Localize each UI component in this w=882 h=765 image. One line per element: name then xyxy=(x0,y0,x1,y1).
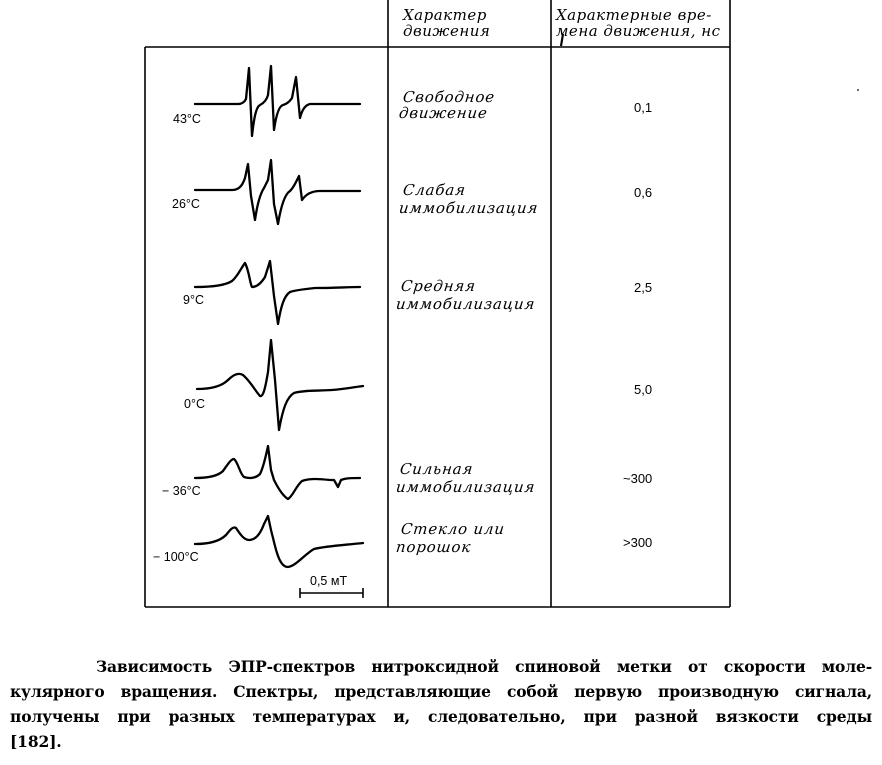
scale-bar xyxy=(300,588,363,598)
header-motion-line1: Характер xyxy=(403,6,487,24)
motion-time-value: 0,1 xyxy=(634,100,653,115)
temperature-label: 26°C xyxy=(172,197,200,211)
motion-label: Средняя xyxy=(400,277,477,295)
motion-label: иммобилизация xyxy=(398,199,540,217)
temperature-label: − 36°C xyxy=(162,484,201,498)
motion-label: Стекло или xyxy=(400,520,506,538)
motion-time-value: >300 xyxy=(623,535,653,550)
temperature-label: − 100°C xyxy=(153,550,199,564)
motion-label: порошок xyxy=(395,538,473,556)
epr-spectra xyxy=(195,66,363,567)
header-time-line1: Характерные вре- xyxy=(556,6,712,24)
motion-label: Свободное xyxy=(402,88,496,106)
spectrum-43c xyxy=(195,66,360,136)
spectrum-0c xyxy=(197,340,363,430)
motion-label: Слабая xyxy=(402,181,467,199)
spectrum-9c xyxy=(195,261,360,324)
caption-line: [182]. xyxy=(10,732,62,751)
motion-time-value: 0,6 xyxy=(634,185,653,200)
temperature-label: 0°C xyxy=(184,397,205,411)
temperature-label: 43°C xyxy=(173,112,201,126)
motion-label: движение xyxy=(398,104,489,122)
motion-label: Сильная xyxy=(399,460,475,478)
figure-caption xyxy=(10,654,872,754)
motion-label: иммобилизация xyxy=(395,295,537,313)
motion-time-value: 5,0 xyxy=(634,382,653,397)
motion-time-value: 2,5 xyxy=(634,280,653,295)
temperature-label: 9°C xyxy=(183,293,204,307)
header-time-line2: мена движения, нс xyxy=(556,22,721,40)
caption-line: кулярного вращения. Спектры, представляющие собой первую производную сигнала, xyxy=(10,682,872,701)
motion-label: иммобилизация xyxy=(395,478,537,496)
motion-time-value: ~300 xyxy=(623,471,653,486)
caption-line: получены при разных температурах и, следовательно, при разной вязкости среды xyxy=(10,707,872,726)
caption-line: Зависимость ЭПР-спектров нитроксидной спиновой метки от скорости моле- xyxy=(96,657,872,676)
spectrum-26c xyxy=(195,160,360,224)
spectrum-minus36c xyxy=(195,446,360,499)
speck-dot xyxy=(857,89,859,91)
header-motion-line2: движения xyxy=(403,22,491,40)
spectrum-minus100c xyxy=(195,516,363,567)
scale-bar-label: 0,5 мТ xyxy=(310,574,348,588)
